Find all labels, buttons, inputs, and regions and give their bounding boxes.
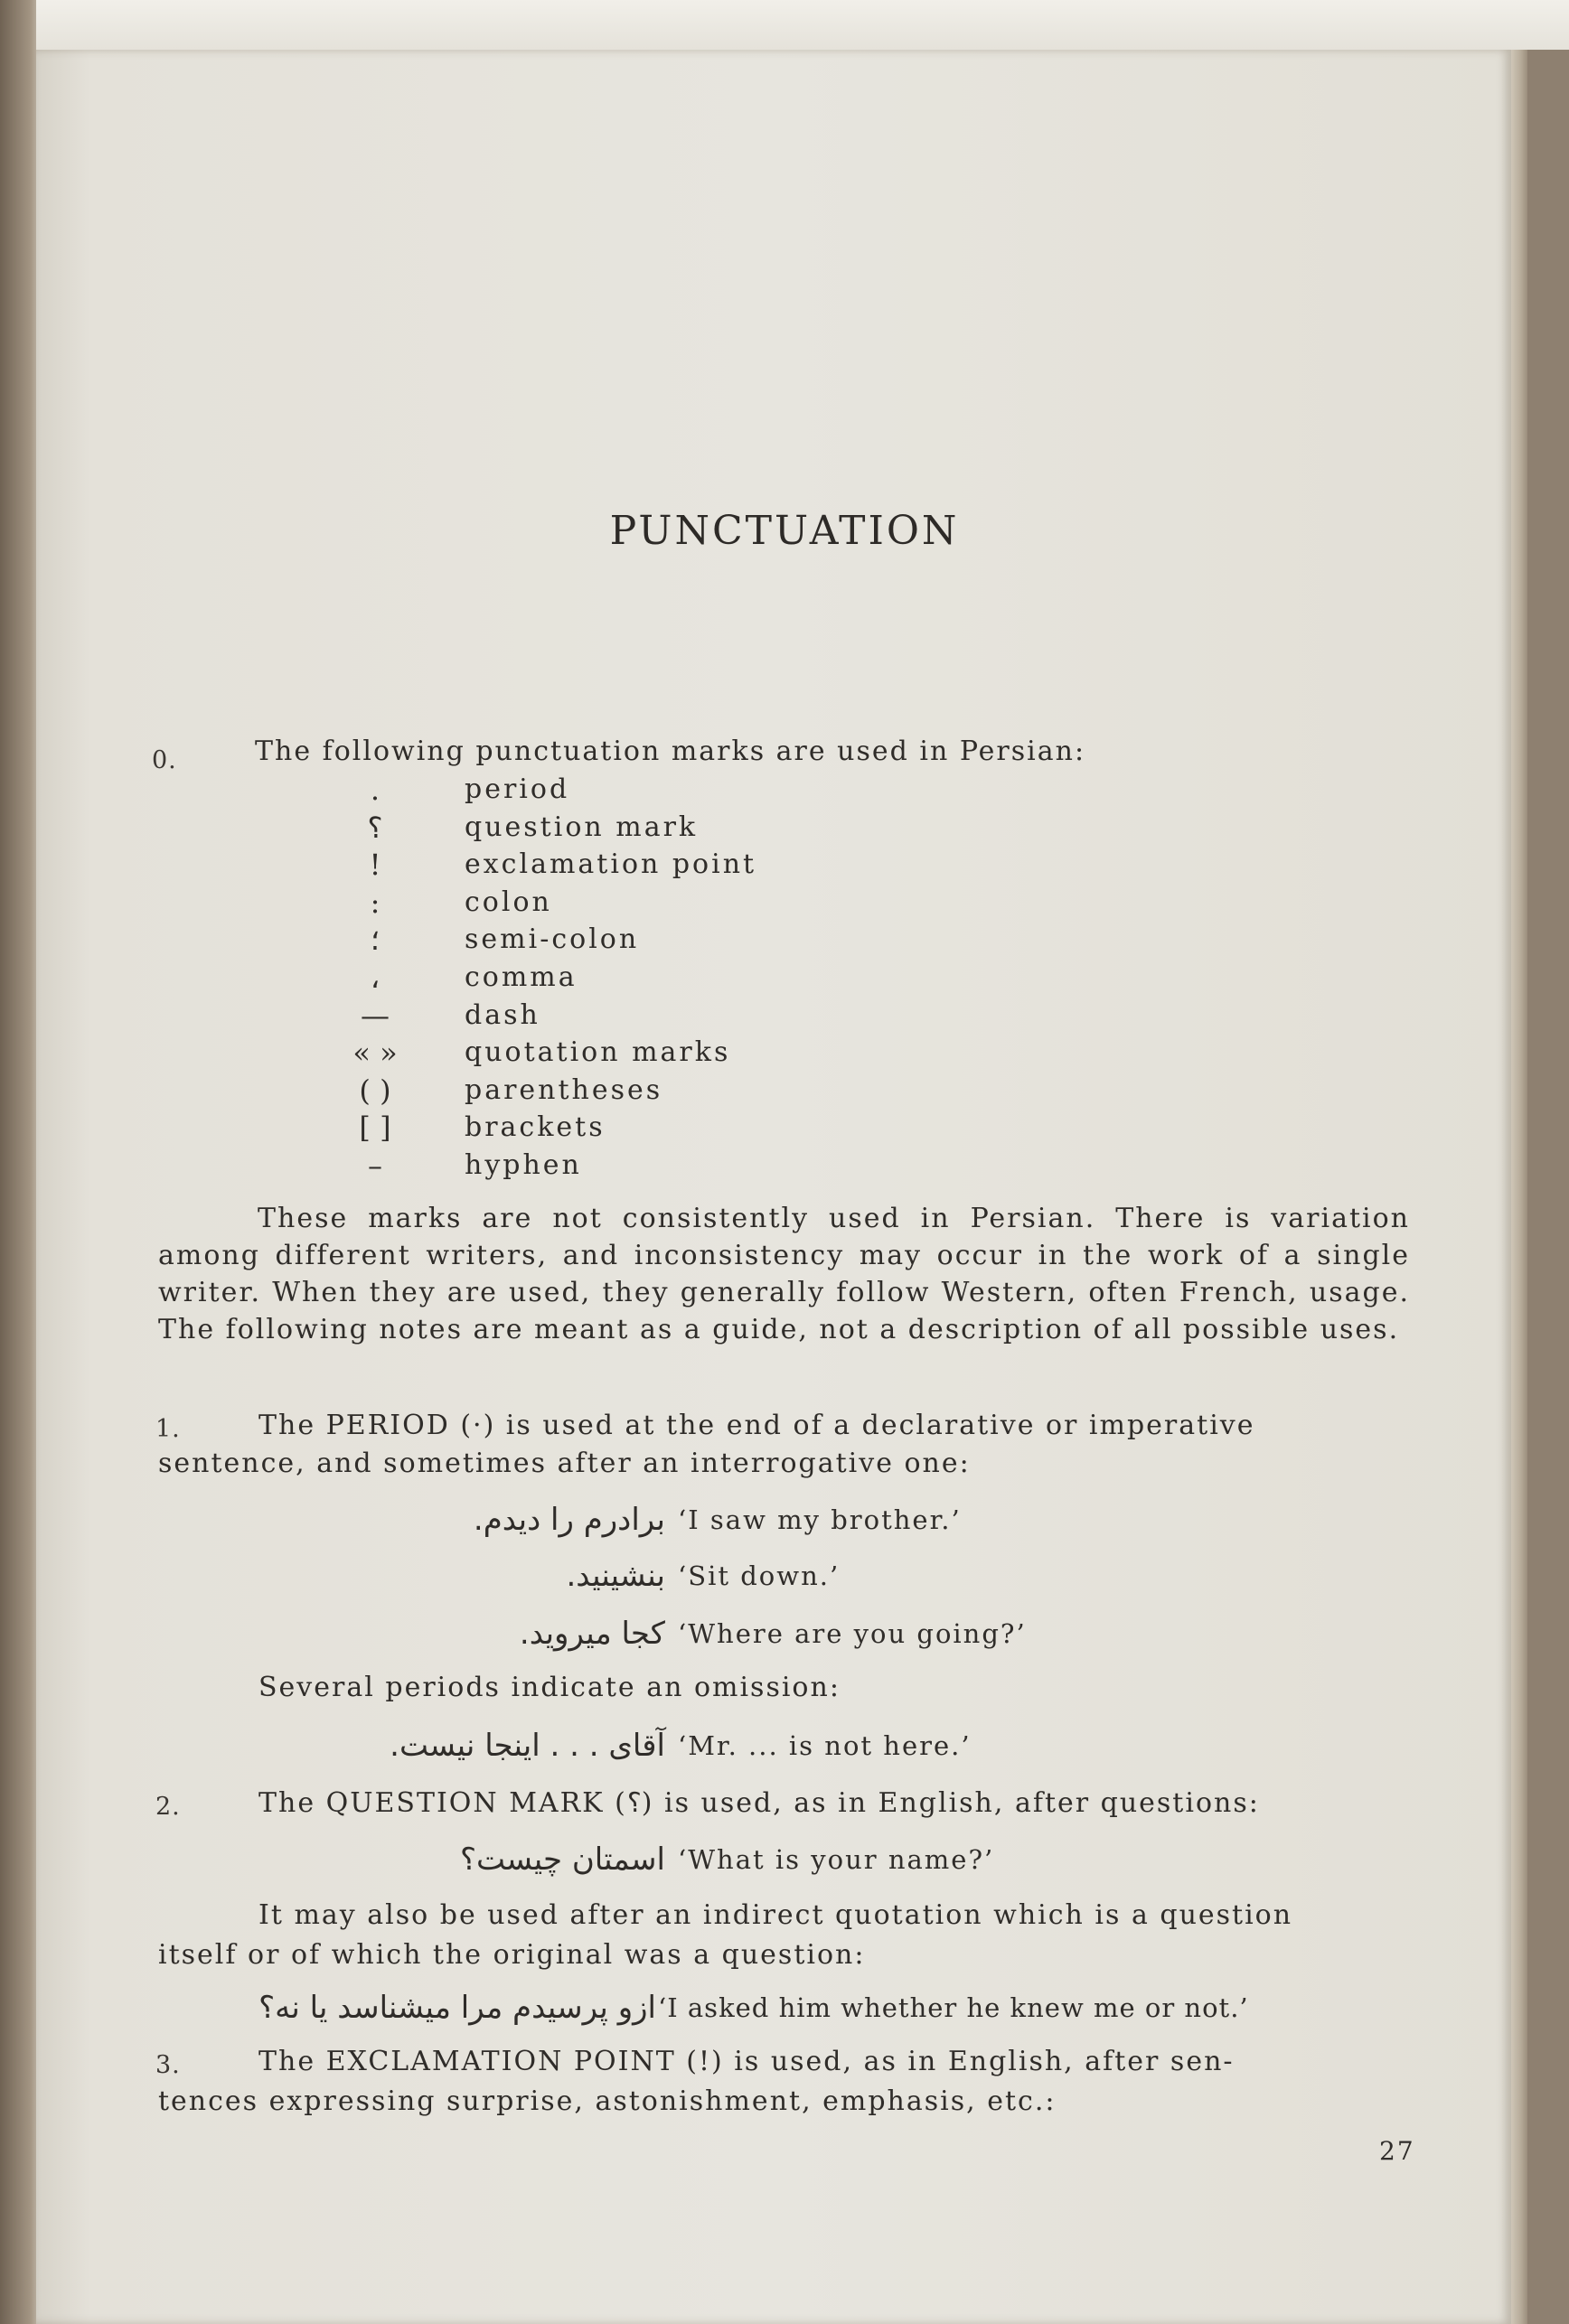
section-1-line-2: sentence, and sometimes after an interrogative one:	[158, 1448, 971, 1479]
mark-label: period	[465, 773, 570, 805]
mark-label: semi-colon	[465, 923, 640, 955]
example-en-1: ‘I saw my brother.’	[678, 1504, 962, 1535]
example-fa-1: برادرم را دیدم.	[473, 1502, 665, 1538]
omission-example-fa: آقای . . . اینجا نیست.	[390, 1728, 665, 1764]
mark-symbol: !	[369, 848, 381, 882]
section-3-line-2: tences expressing surprise, astonishment, emphasis, etc.:	[158, 2085, 1057, 2117]
example-en-3: ‘Where are you going?’	[678, 1618, 1027, 1649]
omission-note: Several periods indicate an omission:	[258, 1672, 841, 1703]
section-2-note-line-2: itself or of which the original was a question:	[158, 1939, 866, 1971]
page-edge	[1511, 50, 1527, 2324]
section-1-number: 1.	[155, 1415, 181, 1443]
mark-label: question mark	[465, 811, 699, 843]
question-example-fa: اسمتان چیست؟	[459, 1841, 665, 1878]
question-example-en: ‘What is your name?’	[678, 1844, 995, 1875]
mark-symbol: ؛	[370, 923, 381, 957]
section-2-note-line-1: It may also be used after an indirect quotation which is a question	[258, 1899, 1293, 1931]
book-page	[36, 50, 1511, 2324]
mark-symbol: [ ]	[359, 1110, 391, 1145]
mark-symbol: :	[370, 886, 381, 920]
mark-symbol: –	[368, 1148, 382, 1183]
page-number: 27	[1379, 2136, 1415, 2166]
section-0-intro: The following punctuation marks are used in Persian:	[255, 736, 1086, 767]
mark-label: dash	[465, 999, 540, 1031]
section-3-number: 3.	[155, 2051, 181, 2079]
example-fa-2: بنشینید.	[566, 1558, 665, 1594]
omission-example-en: ‘Mr. ... is not here.’	[678, 1730, 972, 1761]
example-en-2: ‘Sit down.’	[678, 1560, 841, 1591]
page-title: PUNCTUATION	[609, 508, 960, 554]
mark-label: exclamation point	[465, 848, 757, 880]
section-3-line-1: The EXCLAMATION POINT (!) is used, as in English, after sen-	[258, 2046, 1235, 2077]
mark-label: parentheses	[465, 1074, 663, 1106]
section-1-line-1: The PERIOD (·) is used at the end of a declarative or imperative	[258, 1410, 1255, 1441]
mark-symbol: ،	[370, 961, 381, 995]
indirect-question-fa: ازو پرسیدم مرا میشناسد یا نه؟	[258, 1990, 656, 2026]
example-fa-3: کجا میروید.	[519, 1616, 665, 1652]
mark-symbol: ( )	[359, 1073, 391, 1108]
mark-symbol: —	[361, 998, 390, 1033]
indirect-question-en: ‘I asked him whether he knew me or not.’	[658, 1992, 1249, 2023]
mark-label: hyphen	[465, 1149, 582, 1181]
mark-symbol: ؟	[367, 811, 383, 845]
section-0-paragraph: These marks are not consistently used in Persian. There is variation among different writers, and inconsistency may occur in the work of a single writer. When they are used, they generally follow Western, often French, usage. The following notes are meant as a guide, not a description of all possible uses.	[158, 1203, 1410, 1345]
mark-label: quotation marks	[465, 1036, 731, 1068]
mark-label: brackets	[465, 1111, 606, 1143]
section-0-number: 0.	[152, 746, 177, 774]
page-top-margin	[36, 0, 1569, 50]
mark-label: colon	[465, 886, 552, 918]
section-2-line-1: The QUESTION MARK (؟) is used, as in English, after questions:	[258, 1787, 1260, 1819]
mark-symbol: .	[370, 773, 381, 807]
section-2-number: 2.	[155, 1793, 181, 1821]
mark-label: comma	[465, 961, 578, 993]
mark-symbol: « »	[352, 1035, 398, 1070]
